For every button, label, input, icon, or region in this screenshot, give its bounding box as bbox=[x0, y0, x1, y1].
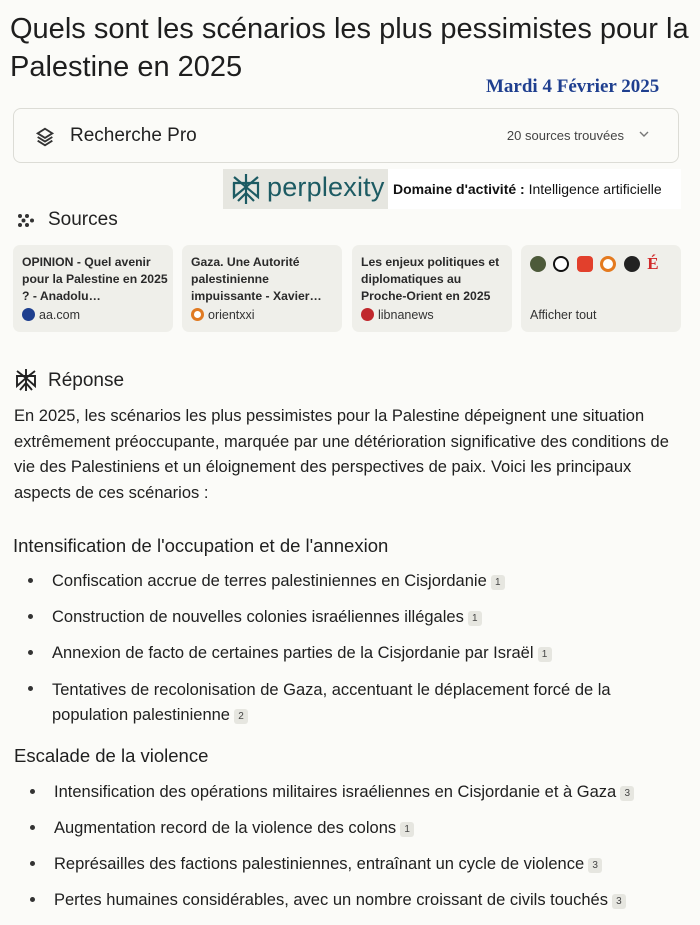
source-site-name: aa.com bbox=[39, 308, 80, 322]
citation-badge[interactable]: 3 bbox=[620, 786, 634, 801]
answer-intro: En 2025, les scénarios les plus pessimistes pour la Palestine dépeignent une situation extrêmement préoccupante, marquée par une détérioration significative des conditions de vie des Palestiniens et un éloignement des perspectives de paix. Voici les principaux aspects de ces scénarios : bbox=[14, 407, 669, 502]
sources-found-count[interactable]: 20 sources trouvées bbox=[506, 128, 624, 143]
list-item bbox=[0, 642, 662, 664]
brand-logo bbox=[223, 169, 388, 209]
date-stamp: Mardi 4 Février 2025 bbox=[486, 76, 660, 97]
section-title: Escalade de la violence bbox=[14, 745, 209, 766]
citation-badge[interactable]: 1 bbox=[491, 575, 505, 590]
citation-badge[interactable]: 2 bbox=[234, 709, 248, 724]
favicon-row bbox=[530, 254, 659, 274]
page-title: Quels sont les scénarios les plus pessimistes pour la Palestine en 2025 bbox=[10, 13, 689, 83]
citation-badge[interactable]: 3 bbox=[612, 894, 626, 909]
domain-label: Domaine d'activité : bbox=[393, 181, 525, 197]
section-title: Intensification de l'occupation et de l'annexion bbox=[13, 535, 389, 556]
show-all-link[interactable]: Afficher tout bbox=[530, 308, 597, 322]
list-item-text: Tentatives de recolonisation de Gaza, accentuant le déplacement forcé de la population palestinienne bbox=[52, 681, 611, 724]
list-item-text: Augmentation record de la violence des colons bbox=[54, 819, 397, 837]
show-all-card[interactable] bbox=[521, 245, 681, 332]
list-item bbox=[2, 889, 664, 911]
globe-favicon-icon bbox=[22, 308, 35, 321]
source-site-name: libnanews bbox=[378, 308, 434, 322]
list-item-text: Confiscation accrue de terres palestiniennes en Cisjordanie bbox=[52, 572, 487, 590]
sources-dots-icon bbox=[16, 211, 36, 231]
domain-value: Intelligence artificielle bbox=[524, 181, 662, 197]
chevron-down-icon[interactable] bbox=[638, 128, 650, 140]
citation-badge[interactable]: 1 bbox=[468, 611, 482, 626]
citation-badge[interactable]: 1 bbox=[538, 647, 552, 662]
list-item bbox=[2, 781, 674, 803]
citation-badge[interactable]: 3 bbox=[588, 858, 602, 873]
e-favicon-icon: É bbox=[647, 254, 659, 273]
pro-search-panel[interactable] bbox=[13, 108, 679, 163]
list-item-text: Construction de nouvelles colonies israéliennes illégales bbox=[52, 608, 464, 626]
ring-favicon-icon bbox=[600, 256, 616, 272]
source-card[interactable] bbox=[182, 245, 342, 332]
answer-title: Réponse bbox=[48, 370, 125, 391]
list-item-text: Représailles des factions palestiniennes, entraînant un cycle de violence bbox=[54, 855, 585, 873]
ring-favicon-icon bbox=[191, 308, 204, 321]
list-item bbox=[0, 570, 662, 592]
citation-badge[interactable]: 1 bbox=[400, 822, 414, 837]
sources-title: Sources bbox=[48, 209, 118, 230]
source-card-title: Gaza. Une Autorité palestinienne impuissante - Xavier… bbox=[191, 255, 322, 303]
list-item-text: Pertes humaines considérables, avec un nombre croissant de civils touchés bbox=[54, 891, 608, 909]
perplexity-logo-icon bbox=[14, 368, 38, 392]
libnanews-favicon-icon bbox=[361, 308, 374, 321]
list-item bbox=[0, 678, 662, 728]
globe-favicon-icon bbox=[553, 256, 569, 272]
source-card-title: OPINION - Quel avenir pour la Palestine en 2025 ? - Anadolu… bbox=[22, 255, 168, 303]
perplexity-pro-icon bbox=[34, 126, 56, 148]
brand-name: perplexity bbox=[267, 172, 385, 202]
brand-domain bbox=[393, 181, 662, 197]
source-card-site bbox=[191, 308, 255, 322]
perplexity-logo-icon bbox=[231, 173, 261, 205]
list-item-text: Intensification des opérations militaires israéliennes en Cisjordanie et à Gaza bbox=[54, 783, 617, 801]
source-card-site bbox=[22, 308, 80, 322]
source-card-title: Les enjeux politiques et diplomatiques au Proche-Orient en 2025 bbox=[361, 255, 500, 303]
bullet-list bbox=[2, 781, 700, 911]
list-item bbox=[2, 853, 664, 875]
favicon-icon bbox=[530, 256, 546, 272]
list-item-text: Annexion de facto de certaines parties de la Cisjordanie par Israël bbox=[52, 644, 534, 662]
list-item bbox=[2, 817, 664, 839]
favicon-icon bbox=[624, 256, 640, 272]
source-site-name: orientxxi bbox=[208, 308, 255, 322]
source-card[interactable] bbox=[352, 245, 512, 332]
favicon-icon bbox=[577, 256, 593, 272]
list-item bbox=[0, 606, 662, 628]
bullet-list bbox=[0, 570, 700, 728]
pro-search-label: Recherche Pro bbox=[70, 125, 197, 146]
source-card[interactable] bbox=[13, 245, 173, 332]
brand-banner bbox=[223, 169, 681, 209]
source-card-site bbox=[361, 308, 434, 322]
